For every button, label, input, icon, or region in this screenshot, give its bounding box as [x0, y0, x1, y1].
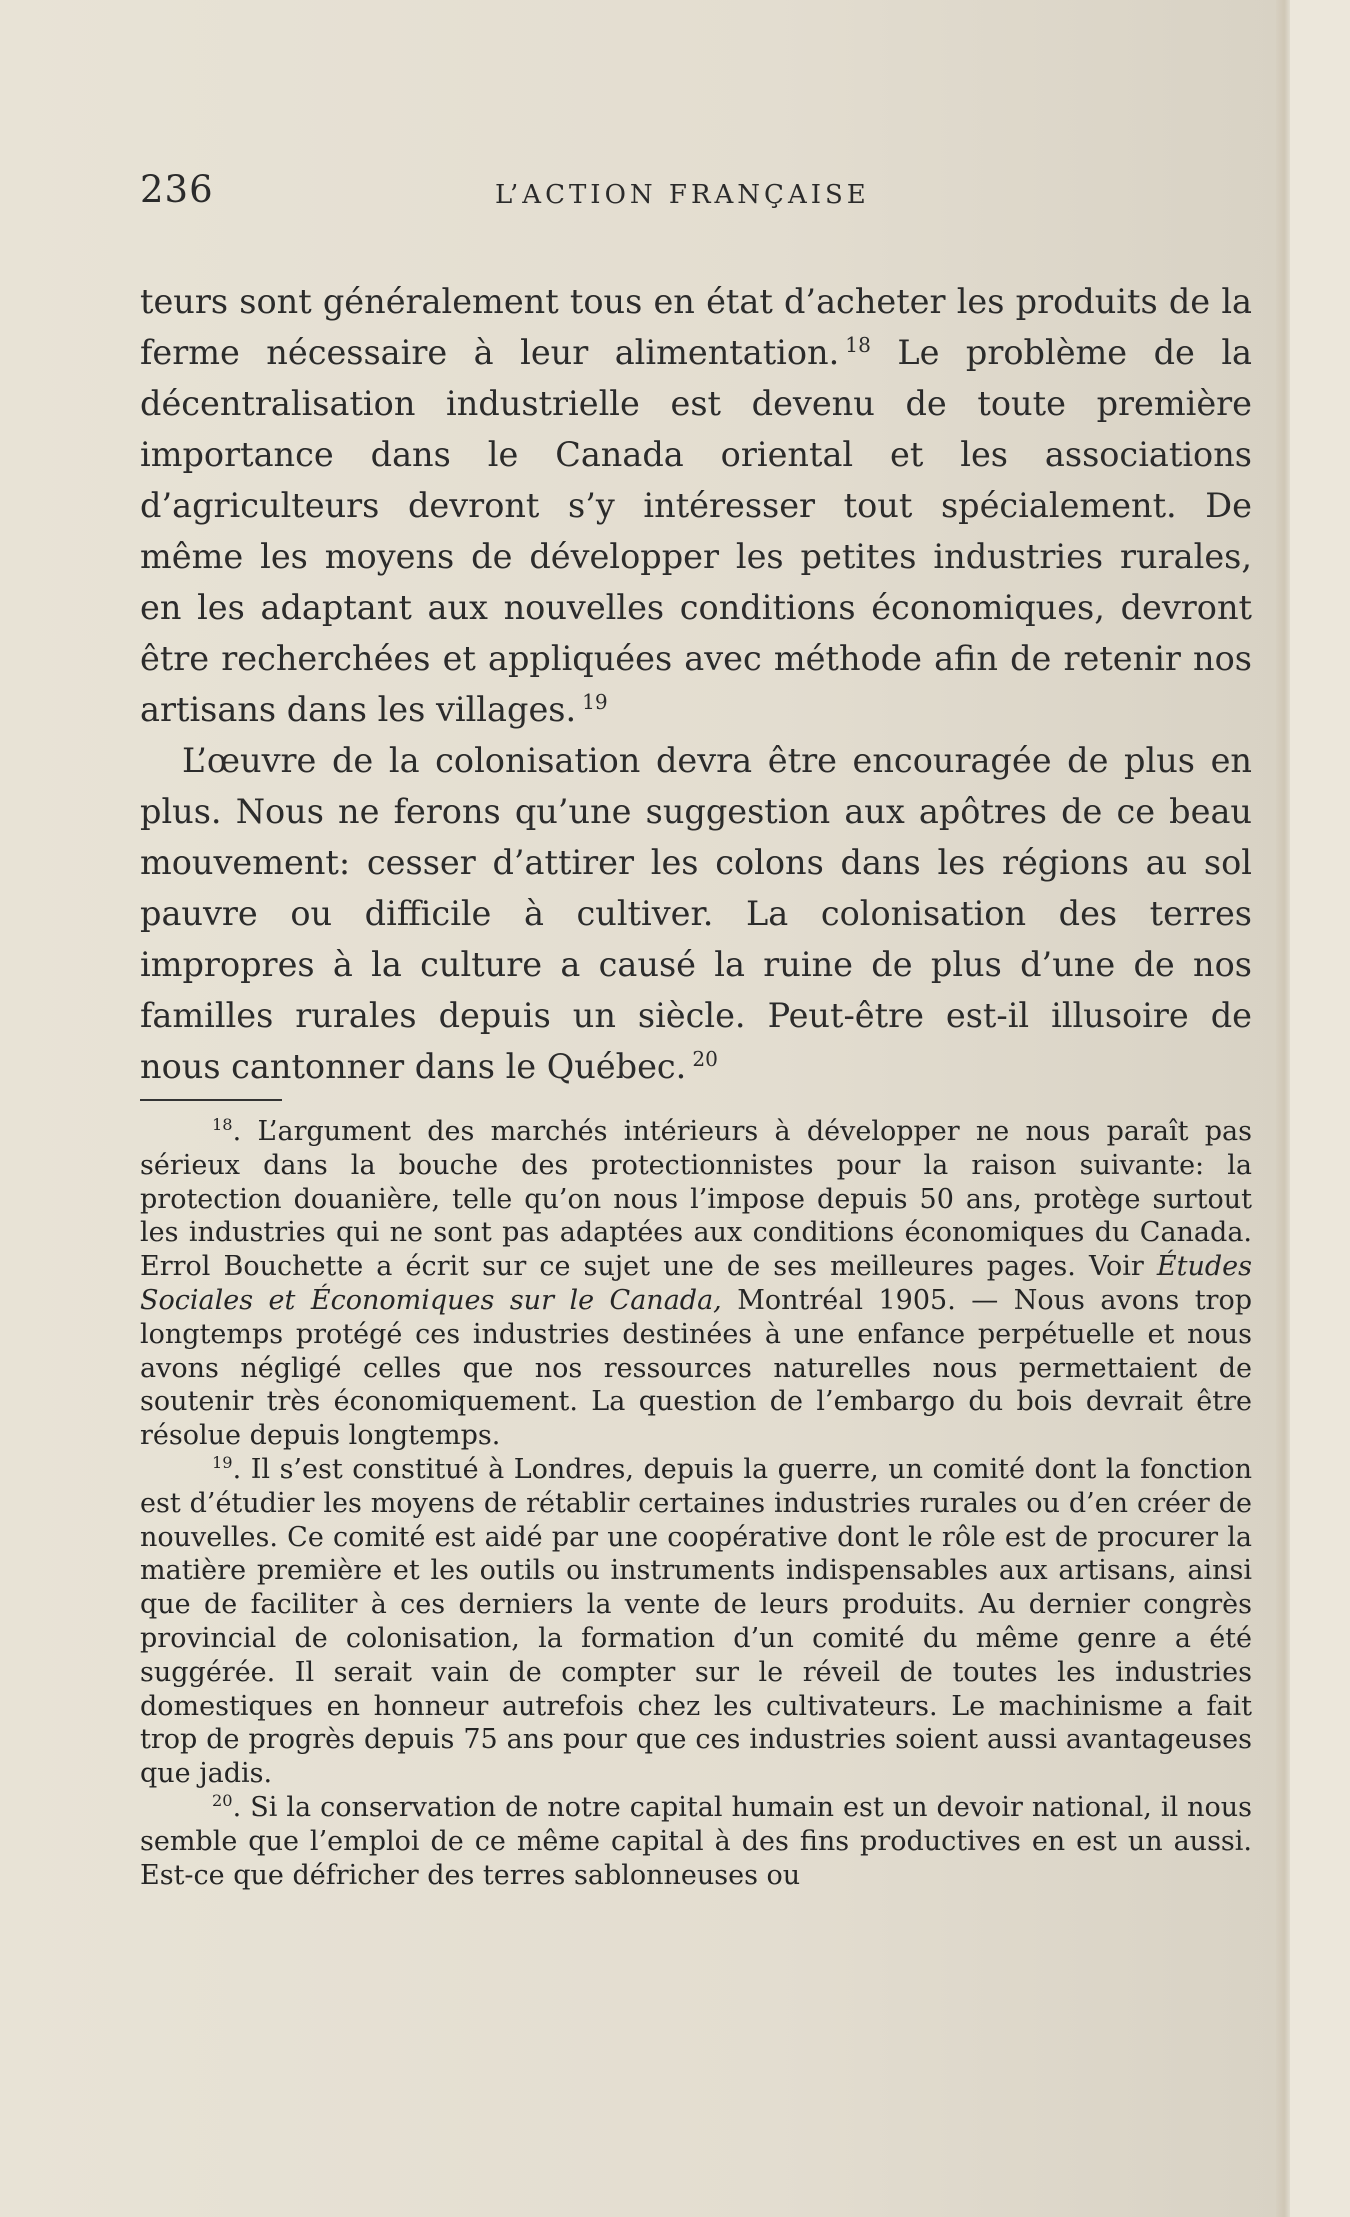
- footnote-ref-20: 20: [692, 1046, 718, 1071]
- footnote-18: $^{18}$. L’argument des marchés intérieurs à développer ne nous paraît pas sérieux dans la bouche des protectionnistes pour la raison suivante: la protection douanière, telle qu’on nous l’impose depuis 50 ans, protège surtout les industries qui ne sont pas adaptées aux conditions économiques du Canada. Errol Bouchette a écrit sur ce sujet une de ses meilleures pages. Voir Études Sociales et Économiques sur le Canada, Montréal 1905. — Nous avons trop longtemps protégé ces industries destinées à une enfance perpétuelle et nous avons négligé celles que nos ressources naturelles nous permettaient de soutenir très économiquement. La question de l’embargo du bois devrait être résolue depuis longtemps.: [140, 1115, 1252, 1452]
- footnote-18-text-continued: Montréal 1905. — Nous avons trop longtemps protégé ces industries destinées à une enfance perpétuelle et nous avons négligé celles que nos ressources naturelles nous permettaient de soutenir très économiquement. La question de l’embargo du bois devrait être résolue depuis longtemps.: [140, 1284, 1252, 1452]
- main-text: [140, 276, 1252, 1092]
- paragraph-1: [140, 276, 1252, 735]
- page-number: 236: [140, 168, 214, 211]
- footnote-ref-19: 19: [582, 689, 608, 714]
- footnote-19: $^{19}$. Il s’est constitué à Londres, depuis la guerre, un comité dont la fonction est d’étudier les moyens de rétablir certaines industries rurales ou d’en créer de nouvelles. Ce comité est aidé par une coopérative dont le rôle est de procurer la matière première et les outils ou instruments indispensables aux artisans, ainsi que de faciliter à ces derniers la vente de leurs produits. Au dernier congrès provincial de colonisation, la formation d’un comité du même genre a été suggérée. Il serait vain de compter sur le réveil de toutes les industries domestiques en honneur autrefois chez les cultivateurs. Le machinisme a fait trop de progrès depuis 75 ans pour que ces industries soient aussi avantageuses que jadis.: [140, 1452, 1252, 1790]
- paragraph-1-start: teurs sont généralement tous en état d’acheter les produits de la ferme nécessaire à leur alimentation.: [140, 282, 1252, 372]
- adjacent-page-strip: [1290, 0, 1350, 2217]
- page-edge-shadow: [1276, 0, 1290, 2217]
- footnote-20-text: Si la conservation de notre capital humain est un devoir national, il nous semble que l’emploi de ce même capital à des fins productives en est un aussi. Est-ce que défricher des terres sablonneuses ou: [140, 1791, 1252, 1891]
- footnote-number: 20: [212, 1790, 233, 1810]
- footnote-18-text: L’argument des marchés intérieurs à développer ne nous paraît pas sérieux dans la bouche des protectionnistes pour la raison suivante: la protection douanière, telle qu’on nous l’impose depuis 50 ans, protège surtout les industries qui ne sont pas adaptées aux conditions économiques du Canada. Errol Bouchette a écrit sur ce sujet une de ses meilleures pages. Voir: [140, 1116, 1252, 1283]
- paragraph-1-rest: Le problème de la décentralisation industrielle est devenu de toute première importance dans le Canada oriental et les associations d’agriculteurs devront s’y intéresser tout spécialement. De même les moyens de développer les petites industries rurales, en les adaptant aux nouvelles conditions économiques, devront être recherchées et appliquées avec méthode afin de retenir nos artisans dans les villages.: [140, 333, 1253, 729]
- footnote-20: $^{20}$. Si la conservation de notre capital humain est un devoir national, il nous semble que l’emploi de ce même capital à des fins productives en est un aussi. Est-ce que défricher des terres sablonneuses ou: [140, 1790, 1252, 1891]
- running-head: [140, 168, 1252, 212]
- cited-title: Études Sociales et Économiques sur le Canada,: [140, 1251, 1252, 1316]
- paragraph-2-text: L’œuvre de la colonisation devra être encouragée de plus en plus. Nous ne ferons qu’une suggestion aux apôtres de ce beau mouvement: cesser d’attirer les colons dans les régions au sol pauvre ou difficile à cultiver. La colonisation des terres impropres à la culture a causé la ruine de plus d’une de nos familles rurales depuis un siècle. Peut-être est-il illusoire de nous cantonner dans le Québec.: [140, 741, 1252, 1086]
- footnote-19-text: Il s’est constitué à Londres, depuis la guerre, un comité dont la fonction est d’étudier les moyens de rétablir certaines industries rurales ou d’en créer de nouvelles. Ce comité est aidé par une coopérative dont le rôle est de procurer la matière première et les outils ou instruments indispensables aux artisans, ainsi que de faciliter à ces derniers la vente de leurs produits. Au dernier congrès provincial de colonisation, la formation d’un comité du même genre a été suggérée. Il serait vain de compter sur le réveil de toutes les industries domestiques en honneur autrefois chez les cultivateurs. Le machinisme a fait trop de progrès depuis 75 ans pour que ces industries soient aussi avantageuses que jadis.: [140, 1453, 1252, 1790]
- footnote-number: 18: [212, 1115, 233, 1134]
- footnotes: [140, 1115, 1252, 1892]
- paragraph-2: [140, 735, 1252, 1092]
- footnote-number: 19: [212, 1452, 233, 1472]
- running-title: L’ACTION FRANÇAISE: [495, 180, 870, 210]
- footnote-ref-18: 18: [845, 332, 871, 357]
- footnote-divider: [140, 1099, 282, 1101]
